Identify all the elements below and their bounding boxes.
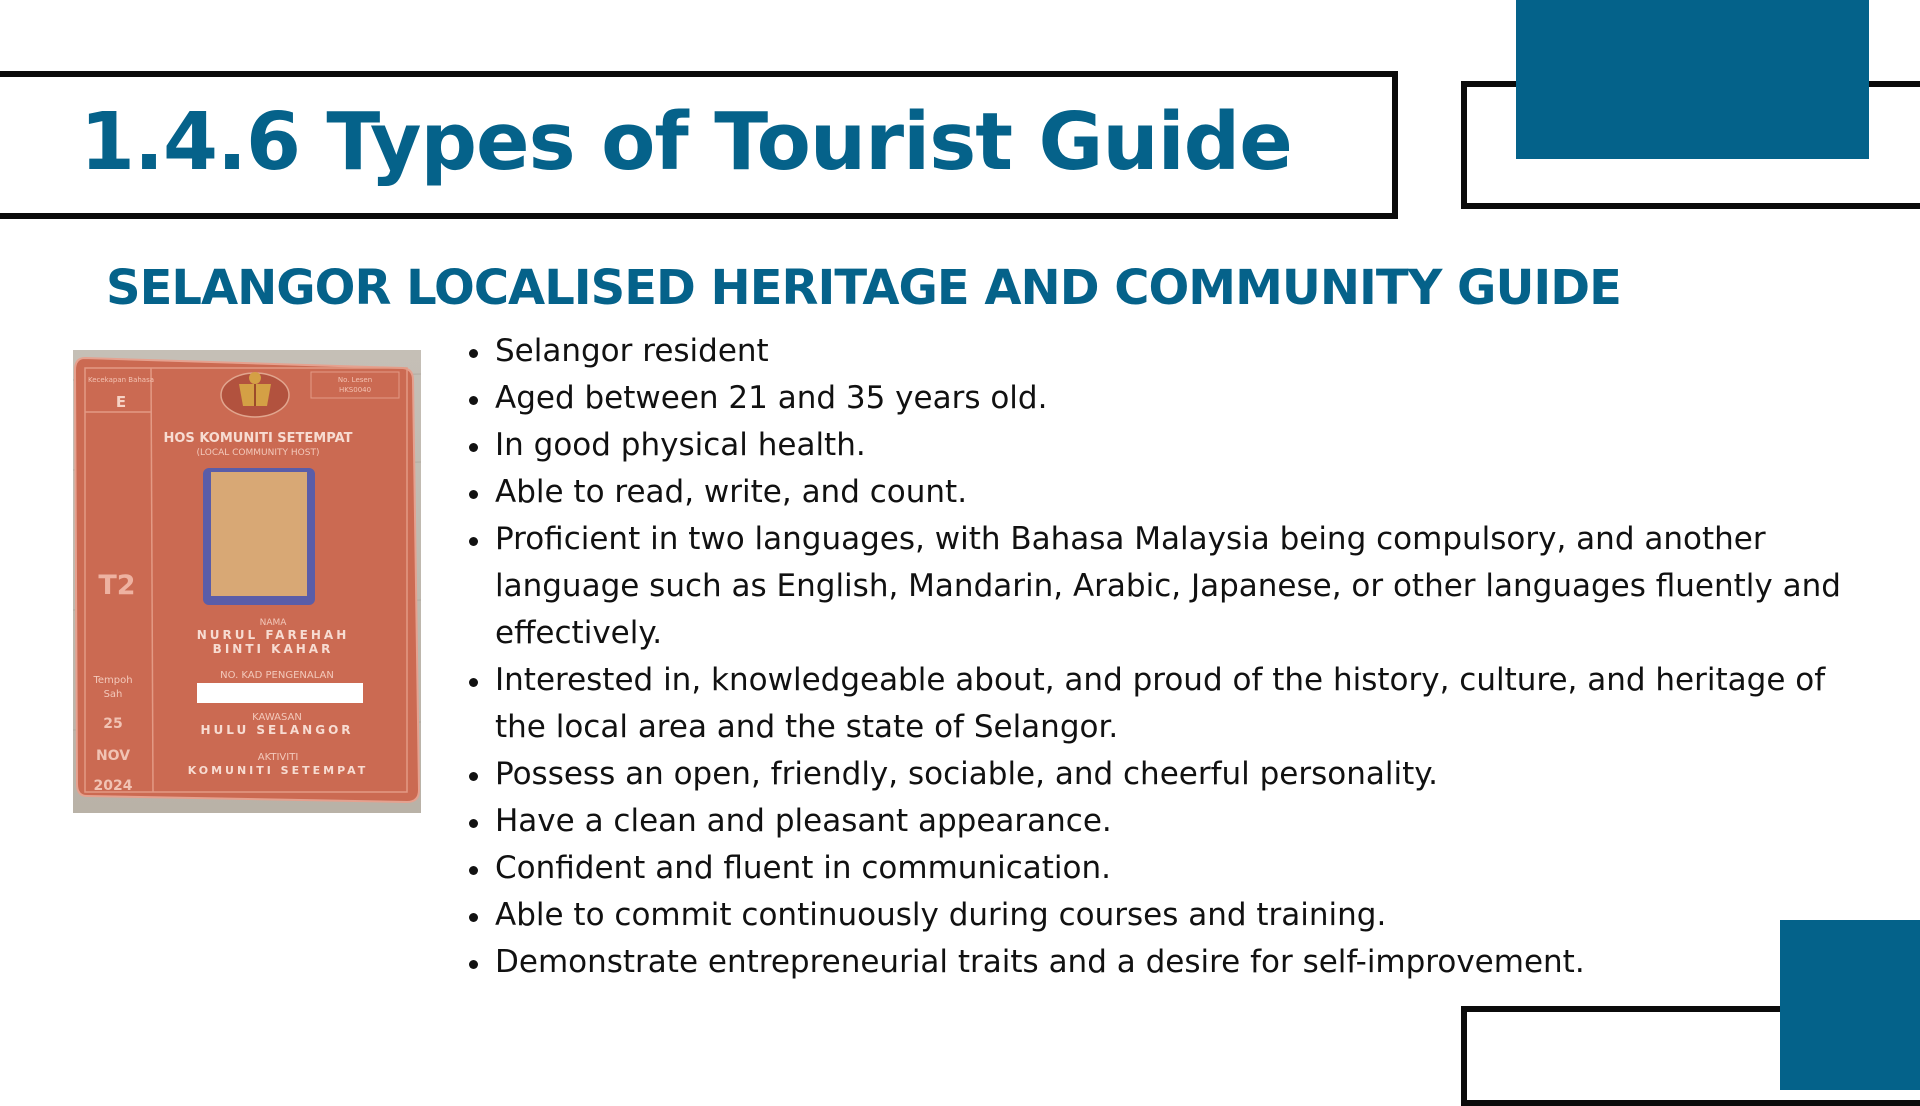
section-subtitle: SELANGOR LOCALISED HERITAGE AND COMMUNITY GUIDE [106, 260, 1621, 316]
card-language-label: Kecekapan Bahasa [87, 376, 155, 384]
card-licence-label: No. Lesen [337, 376, 373, 384]
list-item: Able to read, write, and count. [466, 469, 1866, 516]
card-header: HOS KOMUNITI SETEMPAT [163, 431, 353, 446]
list-item: In good physical health. [466, 422, 1866, 469]
requirements-list [466, 328, 1866, 986]
card-name-label: NAMA [259, 618, 287, 628]
list-item: Confident and fluent in communication. [466, 845, 1866, 892]
slide-title: 1.4.6 Types of Tourist Guide [80, 96, 1292, 188]
list-item: Selangor resident [466, 328, 1866, 375]
top-right-accent-block [1516, 0, 1869, 159]
card-area-value: HULU SELANGOR [200, 723, 354, 737]
list-item: Have a clean and pleasant appearance. [466, 798, 1866, 845]
card-header-en: (LOCAL COMMUNITY HOST) [196, 448, 320, 458]
card-area-label: KAWASAN [252, 712, 302, 723]
card-activity-value: KOMUNITI SETEMPAT [187, 764, 369, 777]
list-item: Interested in, knowledgeable about, and proud of the history, culture, and heritage of the local area and the state of Selangor. [466, 657, 1866, 751]
card-ic-label: NO. KAD PENGENALAN [220, 670, 334, 681]
card-validity-label-2: Sah [103, 689, 123, 700]
list-item: Possess an open, friendly, sociable, and cheerful personality. [466, 751, 1866, 798]
card-validity-year: 2024 [93, 778, 133, 794]
malaysia-coat-of-arms-icon [221, 372, 289, 417]
redacted-portrait [211, 472, 307, 596]
card-language-value: E [115, 393, 127, 411]
card-validity-day: 25 [103, 716, 123, 732]
redacted-ic-number [197, 683, 363, 703]
card-licence-value: HKS0040 [338, 386, 372, 394]
list-item: Aged between 21 and 35 years old. [466, 375, 1866, 422]
list-item: Demonstrate entrepreneurial traits and a desire for self-improvement. [466, 939, 1866, 986]
card-validity-label-1: Tempoh [93, 675, 133, 686]
card-name-line2: BINTI KAHAR [212, 642, 334, 656]
card-activity-label: AKTIVITI [257, 752, 299, 763]
list-item: Able to commit continuously during courses and training. [466, 892, 1866, 939]
card-name-line1: NURUL FAREHAH [196, 628, 350, 642]
card-validity-month: NOV [95, 748, 131, 764]
card-tier: T2 [98, 570, 136, 601]
guide-license-card-photo [73, 350, 421, 813]
list-item: Proficient in two languages, with Bahasa Malaysia being compulsory, and another language such as English, Mandarin, Arabic, Japanese, or other languages fluently and effectively. [466, 516, 1866, 657]
